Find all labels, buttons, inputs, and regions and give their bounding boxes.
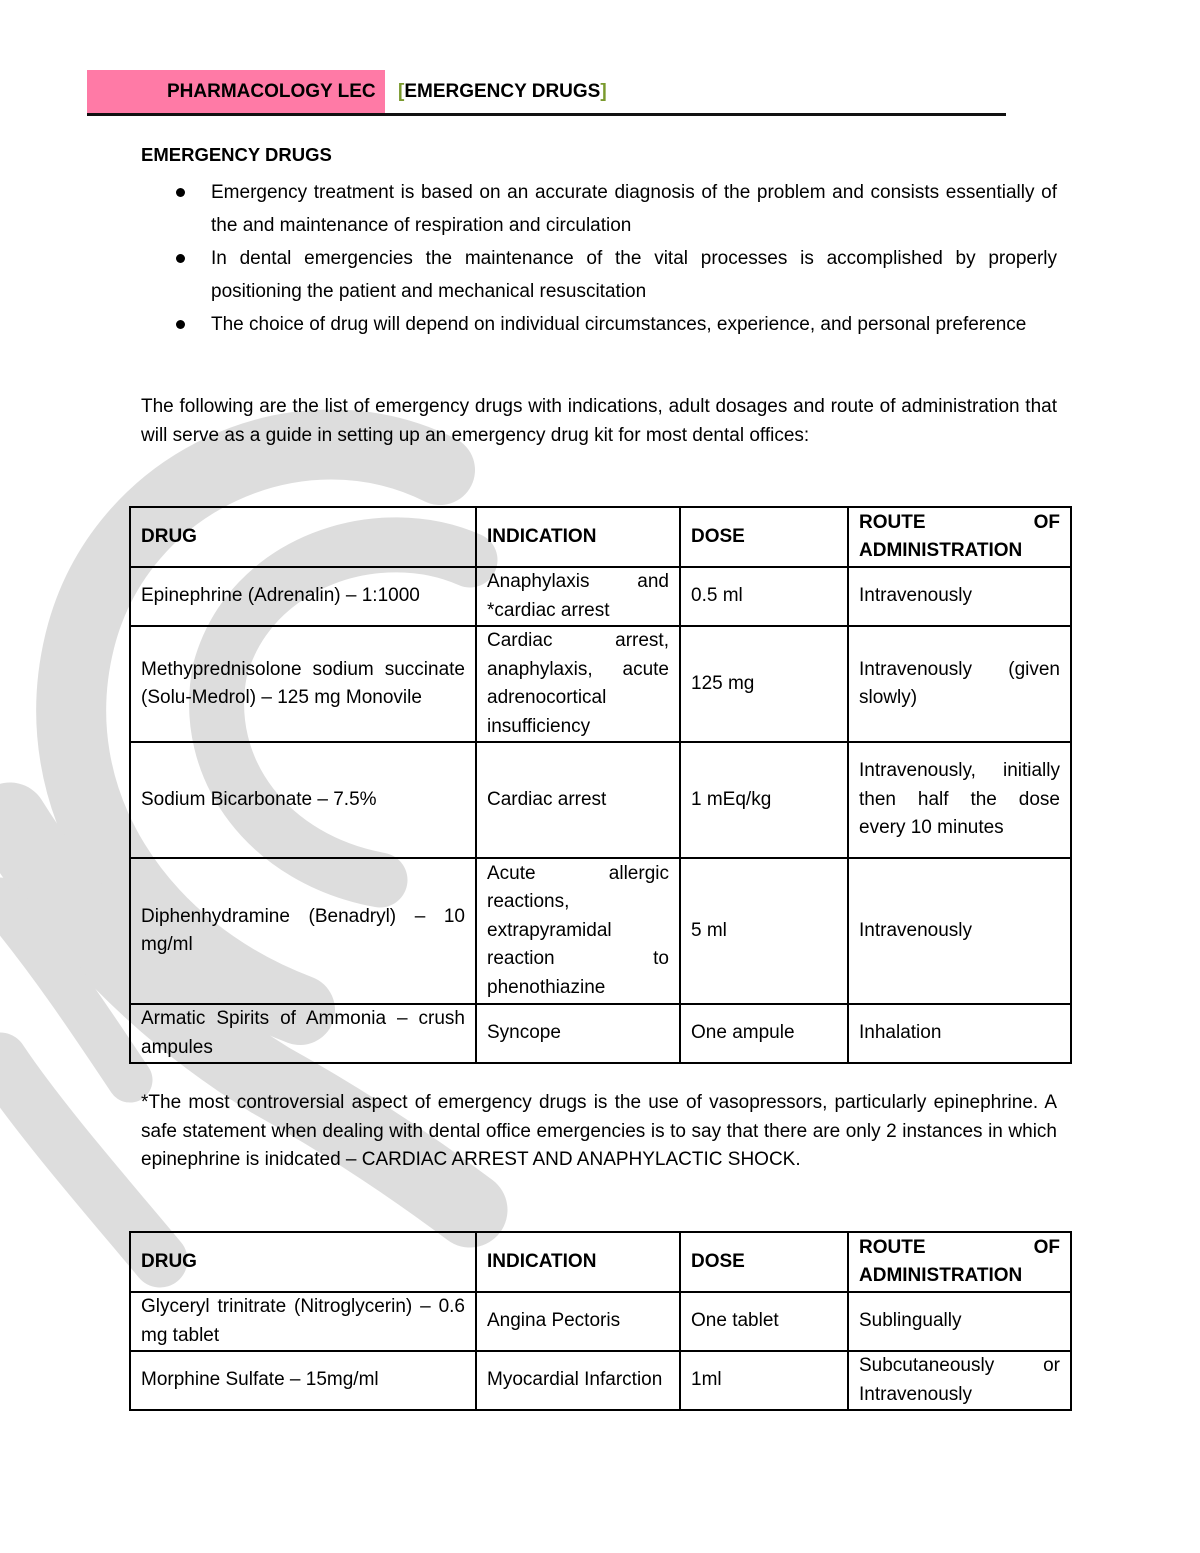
header-of-word: OF [1033,511,1060,533]
header-route [848,507,1071,567]
header-of-word: OF [1033,1236,1060,1258]
cell-indication: Cardiac arrest [476,742,680,858]
cell-dose: 5 ml [680,858,848,1004]
intro-paragraph: The following are the list of emergency drugs with indications, adult dosages and route of administration that will serve as a guide in setting up an emergency drug kit for most dental offices: [141,396,1057,446]
cell-route: Intravenously (given slowly) [848,626,1071,742]
header-topic [398,81,607,103]
bullet-item: The choice of drug will depend on individual circumstances, experience, and personal preference [141,308,1057,341]
section-title: EMERGENCY DRUGS [141,144,332,165]
cell-route: Inhalation [848,1004,1071,1063]
header-drug: DRUG [130,507,476,567]
emergency-drug-table [129,506,1072,1064]
note-paragraph: *The most controversial aspect of emergency drugs is the use of vasopressors, particularly epinephrine. A safe statement when dealing with dental office emergencies is to say that there are only 2 instances in which epinephrine is inidcated – CARDIAC ARREST AND ANAPHYLACTIC SHOCK. [141,1092,1057,1170]
header-dose: DOSE [680,507,848,567]
cell-indication: Syncope [476,1004,680,1063]
header-dose: DOSE [680,1232,848,1292]
cell-drug: Sodium Bicarbonate – 7.5% [130,742,476,858]
header-administration-word: ADMINISTRATION [859,1265,1023,1286]
cell-dose: One tablet [680,1292,848,1351]
table-row [130,1292,1071,1351]
cell-route: Subcutaneously or Intravenously [848,1351,1071,1410]
cell-dose: One ampule [680,1004,848,1063]
cell-route: Intravenously [848,858,1071,1004]
table-row [130,742,1071,858]
table-header-row [130,507,1071,567]
header-indication: INDICATION [476,1232,680,1292]
cell-indication: Angina Pectoris [476,1292,680,1351]
cell-dose: 0.5 ml [680,567,848,626]
table-row [130,626,1071,742]
cell-dose: 1 mEq/kg [680,742,848,858]
header-indication: INDICATION [476,507,680,567]
cell-drug: Armatic Spirits of Ammonia – crush ampules [130,1004,476,1063]
header-rule [87,113,1006,116]
cell-dose: 1ml [680,1351,848,1410]
cell-drug: Morphine Sulfate – 15mg/ml [130,1351,476,1410]
header-route-word: ROUTE [859,511,926,533]
cell-indication: Anaphylaxis and *cardiac arrest [476,567,680,626]
bracket-close: ] [600,81,607,102]
table-row [130,1351,1071,1410]
cell-route: Sublingually [848,1292,1071,1351]
table-header-row [130,1232,1071,1292]
table-row [130,567,1071,626]
header-administration-word: ADMINISTRATION [859,540,1023,561]
cell-drug: Methyprednisolone sodium succinate (Solu-Medrol) – 125 mg Monovile [130,626,476,742]
cell-dose: 125 mg [680,626,848,742]
header-topic-text: EMERGENCY DRUGS [404,81,601,102]
bullet-item: In dental emergencies the maintenance of the vital processes is accomplished by properly positioning the patient and mechanical resuscitation [141,242,1057,308]
cell-indication: Acute allergic reactions, extrapyramidal reaction to phenothiazine [476,858,680,1004]
cell-indication: Cardiac arrest, anaphylaxis, acute adrenocortical insufficiency [476,626,680,742]
additional-drug-table [129,1231,1072,1411]
table-row [130,1004,1071,1063]
header-drug: DRUG [130,1232,476,1292]
cell-indication: Myocardial Infarction [476,1351,680,1410]
table-row [130,858,1071,1004]
cell-drug: Epinephrine (Adrenalin) – 1:1000 [130,567,476,626]
header-course: PHARMACOLOGY LEC [167,81,376,102]
cell-route: Intravenously, initially then half the dose every 10 minutes [848,742,1071,858]
header-route-word: ROUTE [859,1236,926,1258]
bullet-list [141,176,1057,341]
cell-route: Intravenously [848,567,1071,626]
header-route [848,1232,1071,1292]
page-header [87,70,1006,116]
cell-drug: Diphenhydramine (Benadryl) – 10 mg/ml [130,858,476,1004]
cell-drug: Glyceryl trinitrate (Nitroglycerin) – 0.6 mg tablet [130,1292,476,1351]
bracket-open: [ [398,81,405,102]
bullet-item: Emergency treatment is based on an accurate diagnosis of the problem and consists essentially of the and maintenance of respiration and circulation [141,176,1057,242]
